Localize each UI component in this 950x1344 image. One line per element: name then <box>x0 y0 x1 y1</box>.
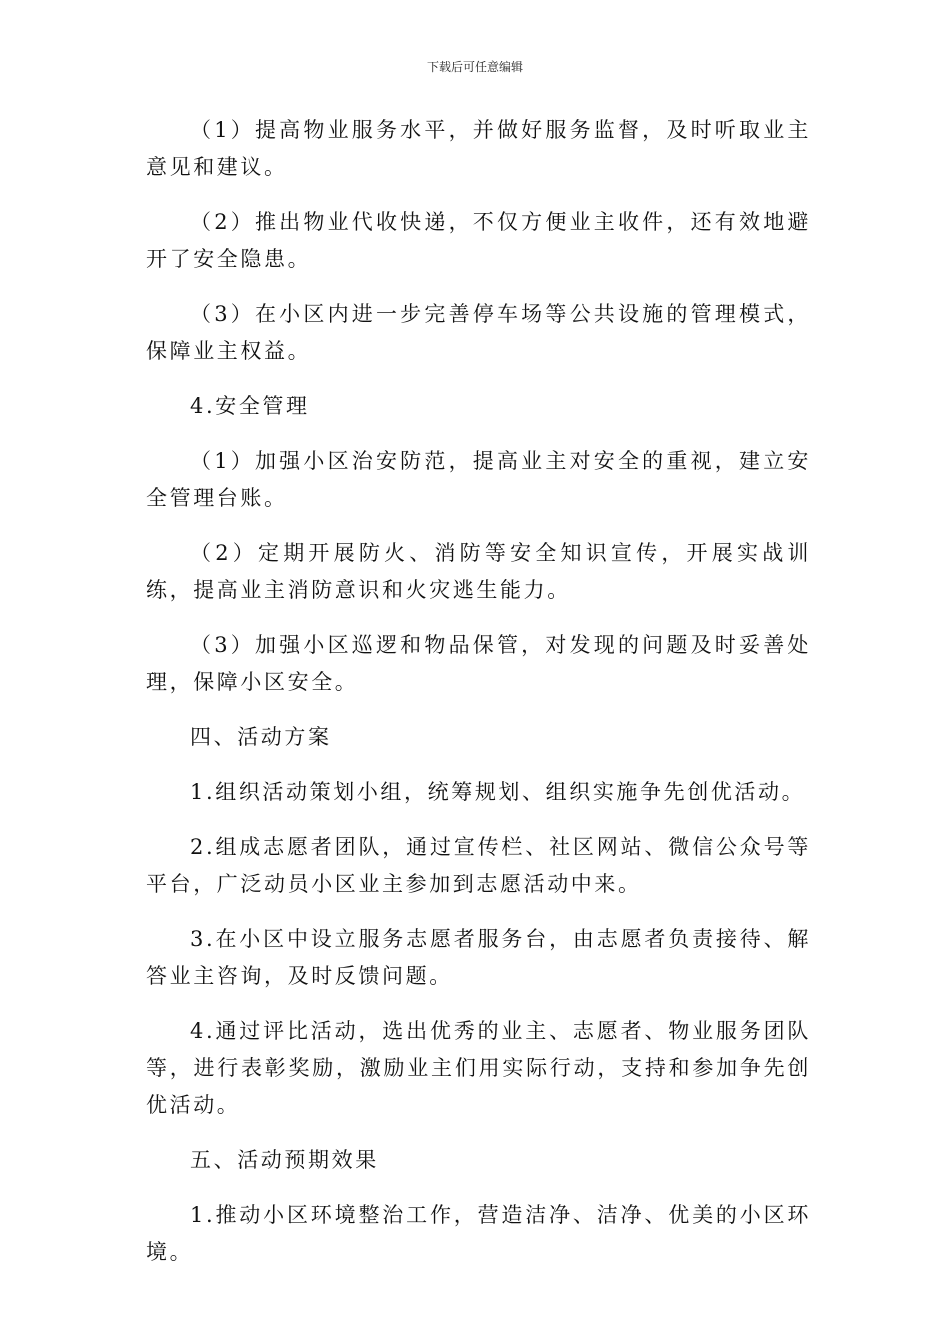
section-heading: 五、活动预期效果 <box>190 1148 379 1172</box>
section-heading: 4.安全管理 <box>190 394 310 418</box>
paragraph: （3）加强小区巡逻和物品保管，对发现的问题及时妥善处理，保障小区安全。 <box>146 633 811 694</box>
paragraph: （2）定期开展防火、消防等安全知识宣传，开展实战训练，提高业主消防意识和火灾逃生能力。 <box>146 541 811 602</box>
paragraph: （1）提高物业服务水平，并做好服务监督，及时听取业主意见和建议。 <box>146 118 811 179</box>
document-body <box>146 112 811 1289</box>
page-header: 下载后可任意编辑 <box>426 60 523 74</box>
paragraph: 3.在小区中设立服务志愿者服务台，由志愿者负责接待、解答业主咨询，及时反馈问题。 <box>146 927 811 988</box>
paragraph: 2.组成志愿者团队，通过宣传栏、社区网站、微信公众号等平台，广泛动员小区业主参加到志愿活动中来。 <box>146 835 811 896</box>
paragraph: （3）在小区内进一步完善停车场等公共设施的管理模式，保障业主权益。 <box>146 302 811 363</box>
paragraph: （1）加强小区治安防范，提高业主对安全的重视，建立安全管理台账。 <box>146 449 811 510</box>
paragraph: （2）推出物业代收快递，不仅方便业主收件，还有效地避开了安全隐患。 <box>146 210 811 271</box>
paragraph: 1.组织活动策划小组，统筹规划、组织实施争先创优活动。 <box>190 780 806 804</box>
paragraph: 4.通过评比活动，选出优秀的业主、志愿者、物业服务团队等，进行表彰奖励，激励业主们用实际行动，支持和参加争先创优活动。 <box>146 1019 811 1117</box>
section-heading: 四、活动方案 <box>190 725 332 749</box>
paragraph: 1.推动小区环境整治工作，营造洁净、洁净、优美的小区环境。 <box>146 1203 811 1264</box>
